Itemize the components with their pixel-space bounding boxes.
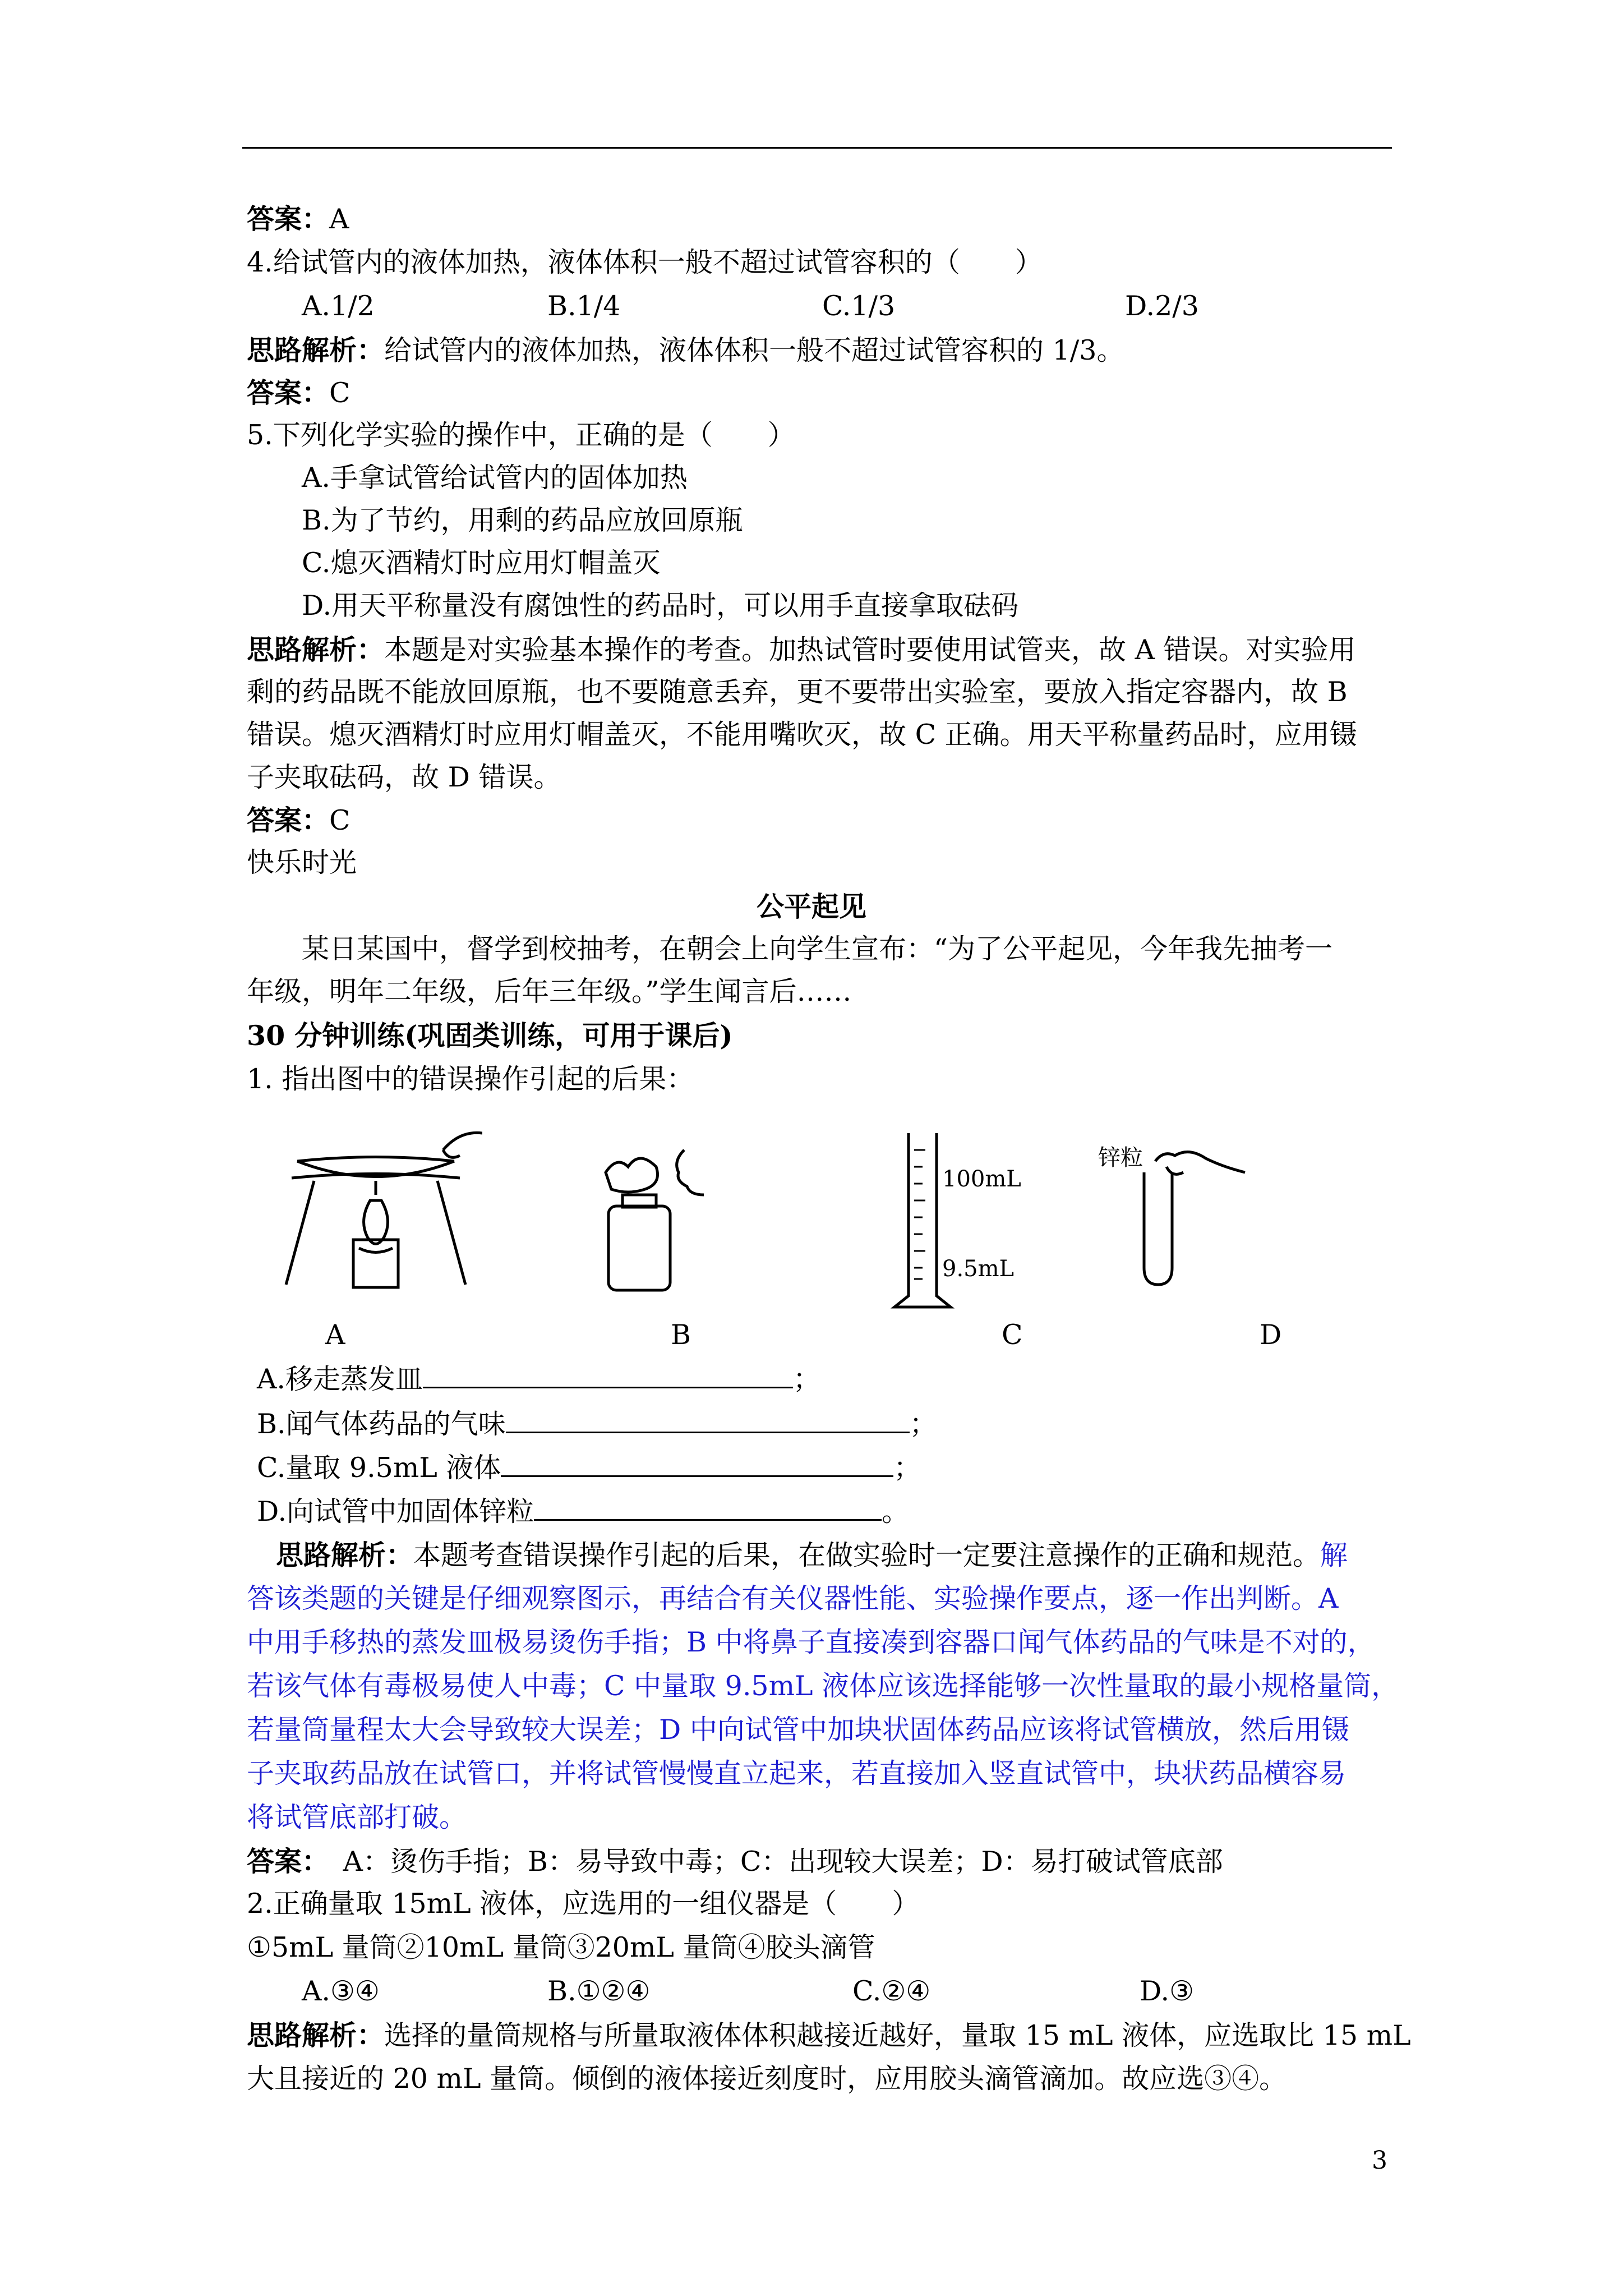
option: D.用天平称量没有腐蚀性的药品时，可以用手直接拿取砝码 <box>302 590 1019 622</box>
figure-label: B <box>671 1319 691 1351</box>
analysis-line: 子夹取砝码，故 D 错误。 <box>247 761 561 793</box>
figure-b-smelling-gas <box>594 1139 707 1296</box>
section-label: 快乐时光 <box>247 846 357 878</box>
story-text: 某日某国中，督学到校抽考，在朝会上向学生宣布：“为了公平起见，今年我先抽考一 <box>302 933 1333 965</box>
figure-a-evaporating-dish <box>275 1116 482 1301</box>
analysis-line: 将试管底部打破。 <box>247 1801 467 1833</box>
analysis-line: 中用手移热的蒸发皿极易烫伤手指；B 中将鼻子直接凑到容器口闻气体药品的气味是不对的， <box>247 1626 1375 1658</box>
question-5: 5.下列化学实验的操作中，正确的是（ ） <box>247 419 795 451</box>
option: C.②④ <box>852 1975 931 2007</box>
answer-line: 答案：C <box>247 804 351 836</box>
header-rule <box>242 147 1392 149</box>
story-title: 公平起见 <box>756 890 866 923</box>
page-number: 3 <box>1372 2146 1387 2175</box>
story-text: 年级，明年二年级，后年三年级。”学生闻言后…… <box>247 976 852 1007</box>
answer-blank[interactable] <box>501 1451 893 1477</box>
answer-blank[interactable] <box>506 1407 910 1433</box>
figure-label: D <box>1260 1319 1282 1351</box>
option: B.①②④ <box>547 1975 651 2007</box>
figure-label: A <box>325 1319 345 1351</box>
analysis-line: 大且接近的 20 mL 量筒。倾倒的液体接近刻度时，应用胶头滴管滴加。故应选③④。 <box>247 2063 1287 2095</box>
answer-blank[interactable] <box>423 1362 793 1388</box>
figure-label: C <box>1002 1319 1023 1351</box>
fill-line: A.移走蒸发皿 ； <box>257 1363 820 1395</box>
analysis-line: 思路解析：本题考查错误操作引起的后果，在做实验时一定要注意操作的正确和规范。解 <box>276 1539 1348 1571</box>
option: D.2/3 <box>1125 290 1199 322</box>
option: A.1/2 <box>302 290 375 322</box>
analysis-line: 思路解析：选择的量筒规格与所量取液体体积越接近越好，量取 15 mL 液体，应选取比 15 mL <box>247 2019 1411 2051</box>
analysis-line: 思路解析：给试管内的液体加热，液体体积一般不超过试管容积的 1/3。 <box>247 334 1124 366</box>
question-4: 4.给试管内的液体加热，液体体积一般不超过试管容积的（ ） <box>247 246 1043 278</box>
cylinder-top-label: 100mL <box>942 1166 1021 1192</box>
fill-line: D.向试管中加固体锌粒 。 <box>257 1496 910 1527</box>
answer-line: 答案： A：烫伤手指；B：易导致中毒；C：出现较大误差；D：易打破试管底部 <box>247 1845 1223 1878</box>
option: C.熄灭酒精灯时应用灯帽盖灭 <box>302 547 661 579</box>
analysis-line: 答该类题的关键是仔细观察图示，再结合有关仪器性能、实验操作要点，逐一作出判断。A <box>247 1582 1339 1614</box>
option: B.1/4 <box>547 290 621 322</box>
fill-line: B.闻气体药品的气味 ； <box>257 1408 937 1440</box>
analysis-line: 若该气体有毒极易使人中毒；C 中量取 9.5mL 液体应该选择能够一次性量取的最小规格量筒， <box>247 1670 1399 1702</box>
option: A.手拿试管给试管内的固体加热 <box>302 462 688 494</box>
option: D.③ <box>1140 1975 1195 2007</box>
section-heading: 30 分钟训练(巩固类训练，可用于课后) <box>247 1019 733 1052</box>
question-2: 2.正确量取 15mL 液体，应选用的一组仪器是（ ） <box>247 1888 920 1920</box>
analysis-line: 子夹取药品放在试管口，并将试管慢慢直立起来，若直接加入竖直试管中，块状药品横容易 <box>247 1757 1347 1789</box>
option: C.1/3 <box>822 290 896 322</box>
analysis-line: 错误。熄灭酒精灯时应用灯帽盖灭，不能用嘴吹灭，故 C 正确。用天平称量药品时，应用镊 <box>247 719 1357 751</box>
answer-line: 答案：C <box>247 376 351 409</box>
analysis-line: 思路解析：本题是对实验基本操作的考查。加热试管时要使用试管夹，故 A 错误。对实验用 <box>247 633 1356 666</box>
zinc-label: 锌粒 <box>1098 1145 1143 1171</box>
answer-blank[interactable] <box>534 1494 882 1521</box>
fill-line: C.量取 9.5mL 液体 ； <box>257 1452 921 1484</box>
answer-line: 答案：A <box>247 203 349 235</box>
cylinder-bottom-label: 9.5mL <box>942 1256 1015 1282</box>
question-2-items: ①5mL 量筒②10mL 量筒③20mL 量筒④胶头滴管 <box>247 1931 875 1963</box>
option: A.③④ <box>302 1975 380 2007</box>
question-1: 1. 指出图中的错误操作引起的后果： <box>247 1063 694 1095</box>
analysis-line: 若量筒量程太大会导致较大误差；D 中向试管中加块状固体药品应该将试管横放，然后用镊 <box>247 1714 1349 1746</box>
analysis-line: 剩的药品既不能放回原瓶，也不要随意丢弃，更不要带出实验室，要放入指定容器内，故 B <box>247 676 1348 708</box>
option: B.为了节约，用剩的药品应放回原瓶 <box>302 504 743 536</box>
